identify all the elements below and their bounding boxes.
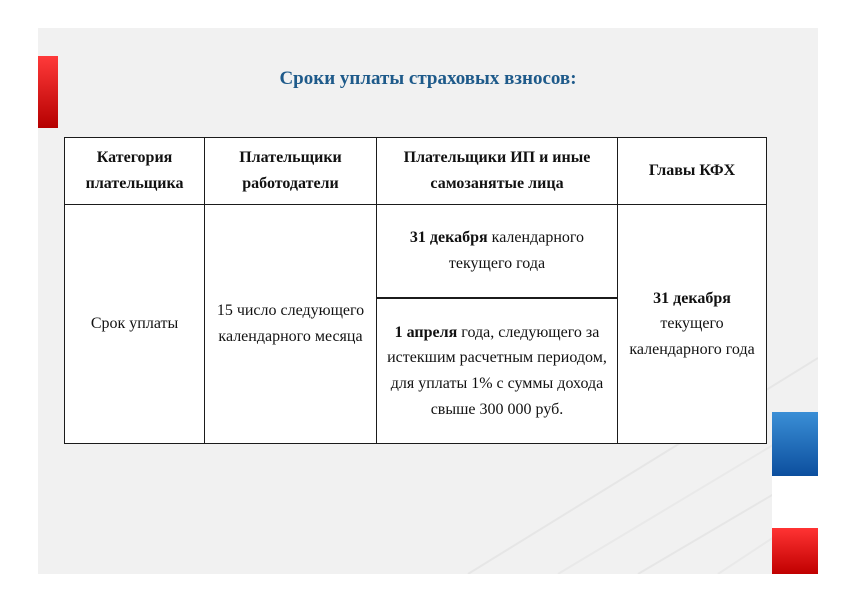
cell-employers-deadline: 15 число следующего календарного месяца [205,205,377,444]
header-ip: Плательщики ИП и иные самозанятые лица [376,138,617,205]
header-employers: Плательщики работодатели [205,138,377,205]
red-accent-tab [38,56,58,128]
slide-title: Сроки уплаты страховых взносов: [279,68,577,89]
cell-ip-deadline-april [376,298,617,444]
flag-blue-stripe [772,412,818,476]
ip-deadline-text: календарного текущего года [448,229,585,272]
flag-red-stripe [772,528,818,574]
flag-white-stripe [772,476,818,528]
cell-ip-deadline-december [376,205,617,299]
payment-deadlines-table [64,137,767,444]
header-kfh: Главы КФХ [618,138,767,205]
header-category: Категория плательщика [65,138,205,205]
table-row [65,205,767,299]
ip-april-text: года, следующего за истекшим расчетным периодом, для уплаты 1% с суммы дохода свыше 300 000 руб. [387,323,607,418]
row-label-payment-deadline: Срок уплаты [65,205,205,444]
ip-april-date-bold: 1 апреля [394,323,458,341]
slide [38,28,818,574]
kfh-deadline-text: текущего календарного года [629,315,755,358]
ip-deadline-date-bold: 31 декабря [409,229,488,247]
kfh-deadline-date-bold: 31 декабря [653,289,731,307]
table-header-row [65,138,767,205]
cell-kfh-deadline [618,205,767,444]
